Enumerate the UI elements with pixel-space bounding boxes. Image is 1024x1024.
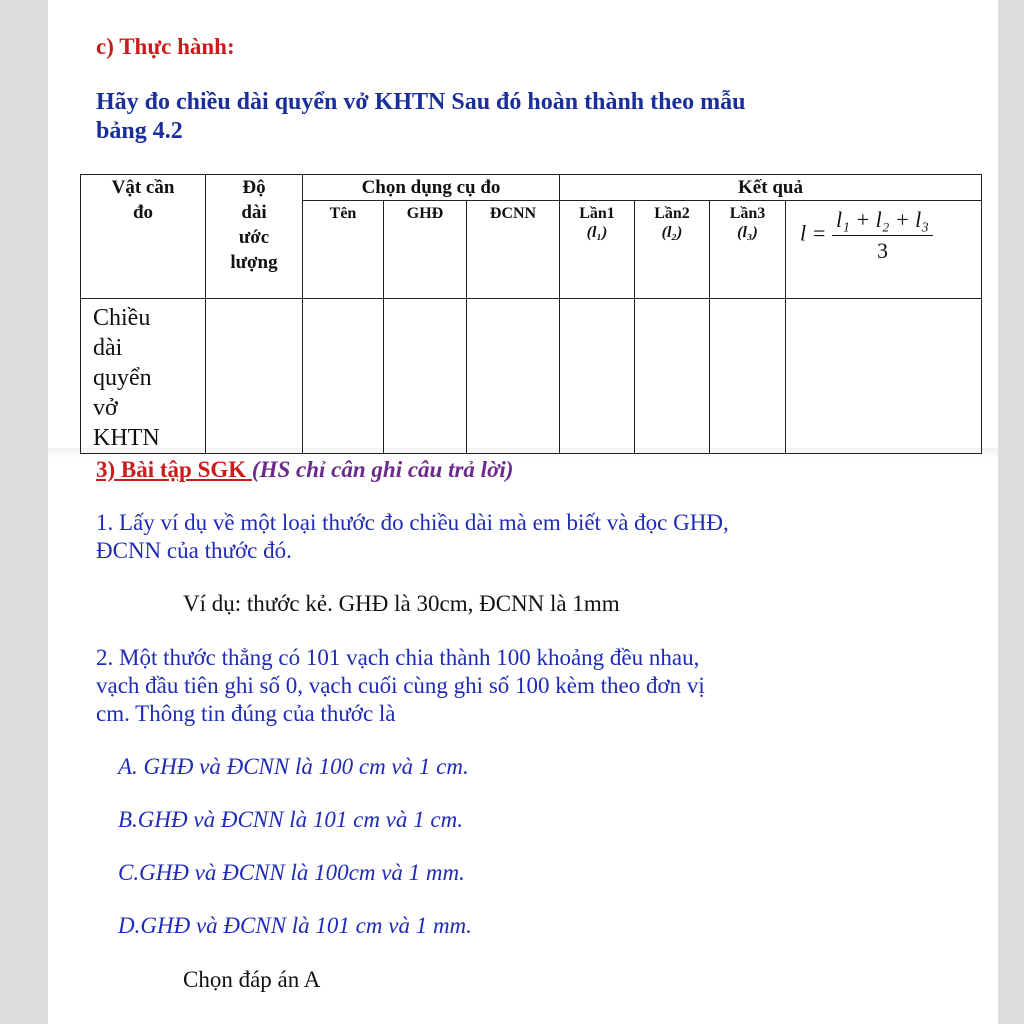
header-tool-precision: ĐCNN bbox=[467, 201, 560, 299]
cell-trial-1[interactable] bbox=[560, 299, 635, 454]
cell-trial-3[interactable] bbox=[710, 299, 786, 454]
q2-line-1: 2. Một thước thẳng có 101 vạch chia thành 100 khoảng đều nhau, bbox=[96, 645, 700, 670]
header-estimated-length: Độ dài ước lượng bbox=[206, 175, 303, 299]
formula-lhs: l = bbox=[800, 220, 827, 246]
section-c-title: c) Thực hành: bbox=[96, 34, 235, 59]
cell-average[interactable] bbox=[786, 299, 982, 454]
measurement-table bbox=[80, 174, 982, 454]
section-3-note: (HS chỉ cân ghi câu trả lời) bbox=[251, 457, 514, 482]
q1-line-2: ĐCNN của thước đó. bbox=[96, 538, 292, 563]
q2-option-c: C.GHĐ và ĐCNN là 100cm và 1 mm. bbox=[118, 860, 465, 885]
formula-fraction bbox=[832, 207, 933, 264]
header-object: Vật cần đo bbox=[81, 175, 206, 299]
header-trial-1: Lần1 (l₁) bbox=[560, 201, 635, 299]
formula-denominator: 3 bbox=[876, 238, 888, 263]
q2-option-b: B.GHĐ và ĐCNN là 101 cm và 1 cm. bbox=[118, 807, 463, 832]
header-tool-group: Chọn dụng cụ đo bbox=[303, 175, 560, 201]
section-3-title: 3) Bài tập SGK bbox=[96, 457, 252, 482]
cell-tool-precision[interactable] bbox=[467, 299, 560, 454]
header-trial-3: Lần3 (l₃) bbox=[710, 201, 786, 299]
q2-line-2: vạch đầu tiên ghi số 0, vạch cuối cùng ghi số 100 kèm theo đơn vị bbox=[96, 673, 705, 698]
header-result-group: Kết quả bbox=[560, 175, 982, 201]
q2-line-3: cm. Thông tin đúng của thước là bbox=[96, 701, 396, 726]
cell-tool-range[interactable] bbox=[384, 299, 467, 454]
section-3-heading bbox=[96, 457, 513, 483]
cell-estimated-length[interactable] bbox=[206, 299, 303, 454]
row-label-notebook-length: Chiều dài quyển vở KHTN bbox=[81, 299, 206, 454]
q2-option-a: A. GHĐ và ĐCNN là 100 cm và 1 cm. bbox=[118, 754, 469, 779]
header-tool-range: GHĐ bbox=[384, 201, 467, 299]
q1-line-1: 1. Lấy ví dụ về một loại thước đo chiều dài mà em biết và đọc GHĐ, bbox=[96, 510, 729, 535]
q1-answer: Ví dụ: thước kẻ. GHĐ là 30cm, ĐCNN là 1mm bbox=[183, 591, 620, 616]
average-formula bbox=[786, 201, 982, 299]
header-tool-name: Tên bbox=[303, 201, 384, 299]
task-line-1: Hãy đo chiều dài quyển vở KHTN Sau đó hoàn thành theo mẫu bbox=[96, 89, 746, 115]
q2-option-d: D.GHĐ và ĐCNN là 101 cm và 1 mm. bbox=[118, 913, 472, 938]
q2-answer: Chọn đáp án A bbox=[183, 967, 321, 992]
task-line-2: bảng 4.2 bbox=[96, 118, 183, 144]
formula-numerator: l₁ + l₂ + l₃ bbox=[832, 207, 933, 236]
header-trial-2: Lần2 (l₂) bbox=[635, 201, 710, 299]
cell-trial-2[interactable] bbox=[635, 299, 710, 454]
cell-tool-name[interactable] bbox=[303, 299, 384, 454]
